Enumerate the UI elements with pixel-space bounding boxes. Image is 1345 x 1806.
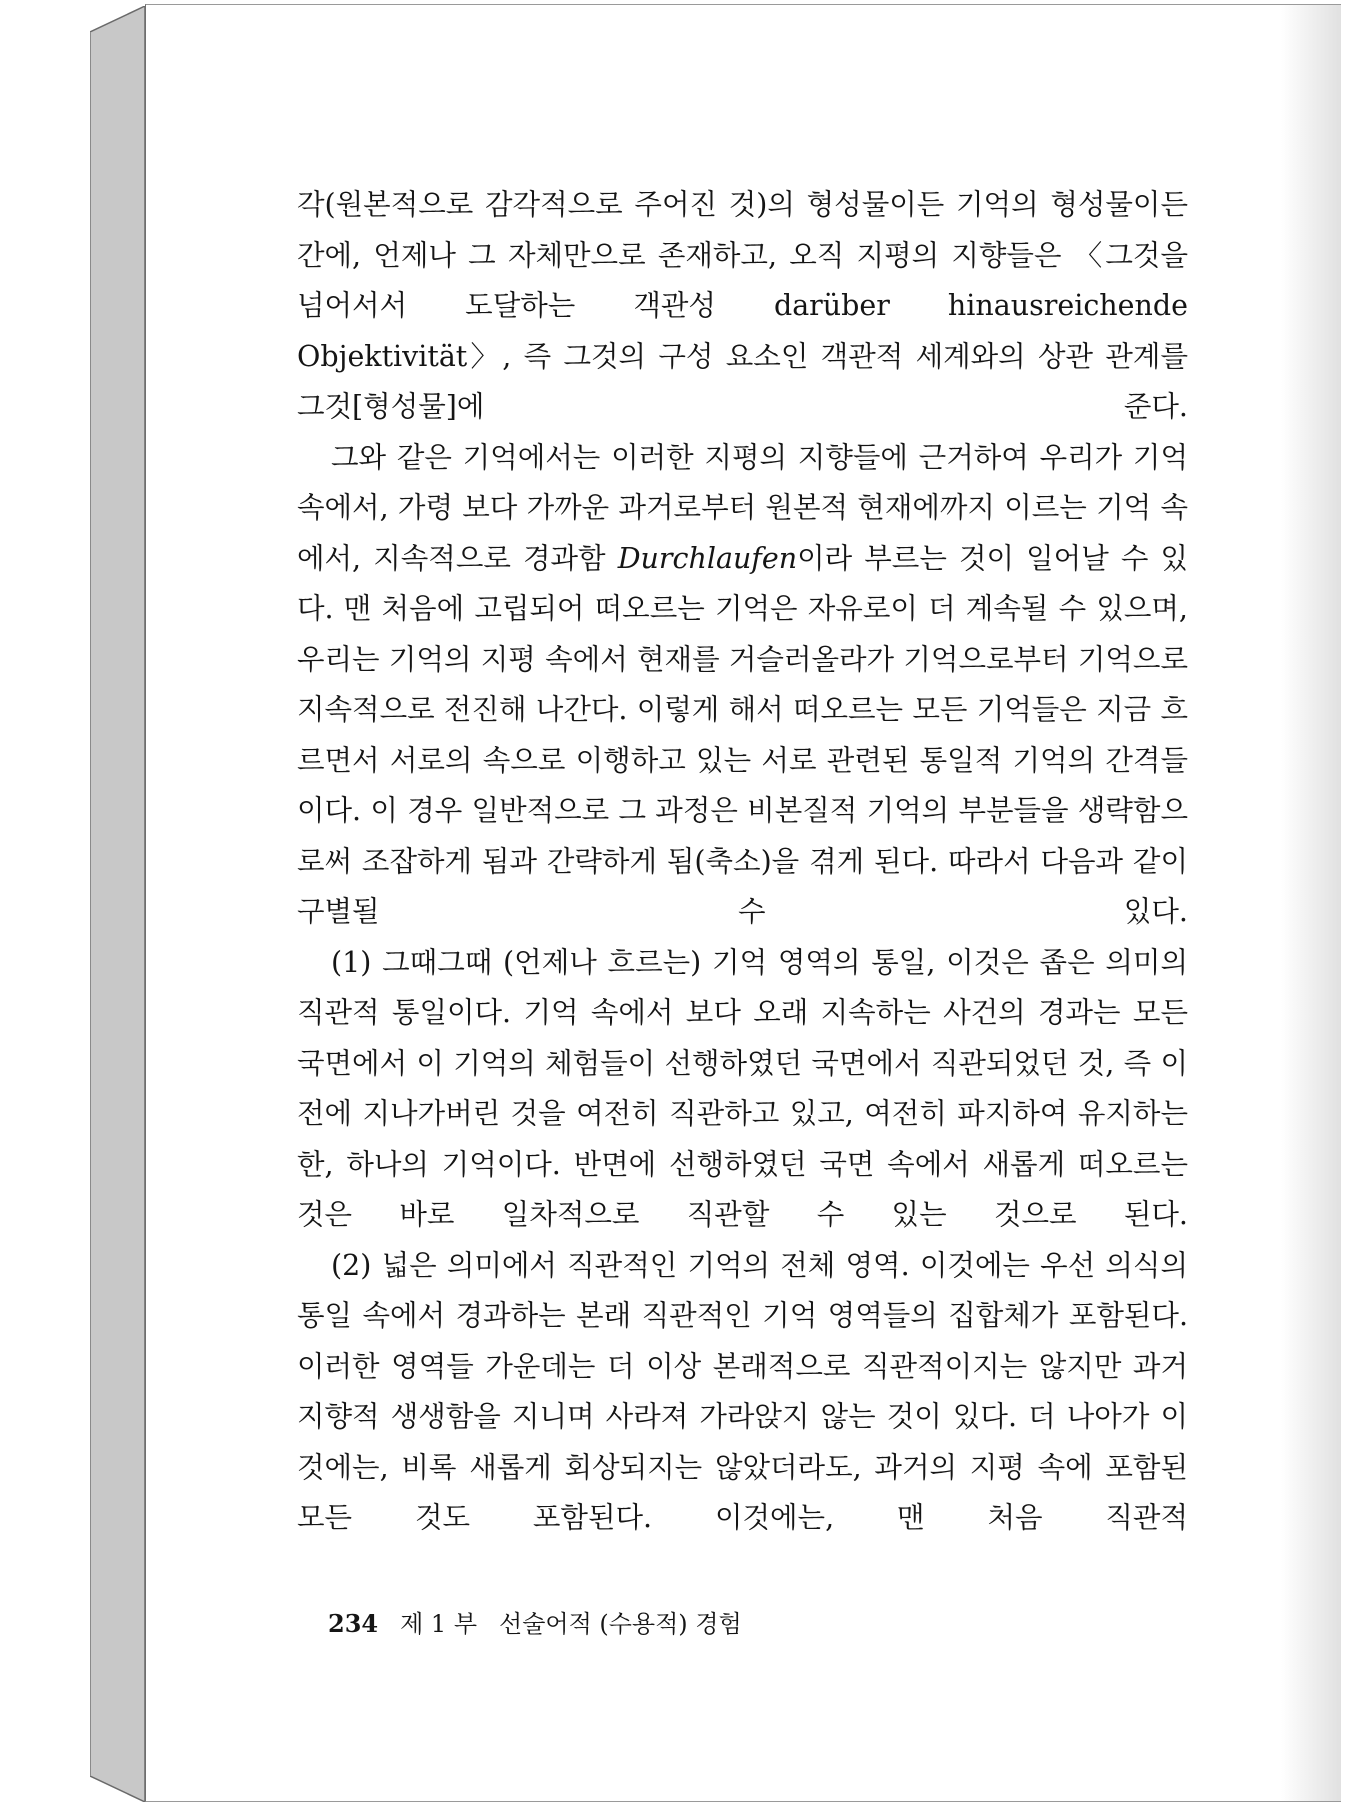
running-head-part: 제 1 부 xyxy=(400,1610,478,1638)
paragraph-2 xyxy=(297,433,1188,938)
page-footer xyxy=(328,1604,742,1639)
paragraph-4 xyxy=(297,1241,1188,1544)
paragraph-3-text: (1) 그때그때 (언제나 흐르는) 기억 영역의 통일, 이것은 좁은 의미의 직관적 통일이다. 기억 속에서 보다 오래 지속하는 사건의 경과는 모든 국면에서 이 기억의 체험들이 선행하였던 국면에서 직관되었던 것, 즉 이전에 지나가버린 것을 여전히 직관하고 있고, 여전히 파지하여 유지하는 한, 하나의 기억이다. 반면에 선행하였던 국면 속에서 새롭게 떠오르는 것은 바로 일차적으로 직관할 수 있는 것으로 된다. xyxy=(297,945,1188,1231)
paragraph-1 xyxy=(297,180,1188,433)
page-number: 234 xyxy=(328,1609,379,1638)
running-head-title: 선술어적 (수용적) 경험 xyxy=(499,1610,742,1638)
book-spine xyxy=(90,6,146,1802)
paragraph-2-text-b: 이라 부르는 것이 일어날 수 있다. 맨 처음에 고립되어 떠오르는 기억은 자유로이 더 계속될 수 있으며, 우리는 기억의 지평 속에서 현재를 거슬러올라가 기억으로부터 기억으로 지속적으로 전진해 나간다. 이렇게 해서 떠오르는 모든 기억들은 지금 흐르면서 서로의 속으로 이행하고 있는 서로 관련된 통일적 기억의 간격들이다. 이 경우 일반적으로 그 과정은 비본질적 기억의 부분들을 생략함으로써 조잡하게 됨과 간략하게 됨(축소)을 겪게 된다. 따라서 다음과 같이 구별될 수 있다. xyxy=(297,541,1188,928)
paragraph-1-text: 각(원본적으로 감각적으로 주어진 것)의 형성물이든 기억의 형성물이든 간에, 언제나 그 자체만으로 존재하고, 오직 지평의 지향들은 〈그것을 넘어서서 도달하는 객관성 darüber hinausreichende Objektivität〉, 즉 그것의 구성 요소인 객관적 세계와의 상관 관계를 그것[형성물]에 준다. xyxy=(297,188,1188,423)
paragraph-2-emphasis: Durchlaufen xyxy=(617,541,798,575)
paragraph-2-text-a: 그와 같은 기억에서는 이러한 지평의 지향들에 근거하여 우리가 기억 속에서, 가령 보다 가까운 과거로부터 원본적 현재에까지 이르는 기억 속에서, 지속적으로 경과함 xyxy=(297,440,1188,575)
page-edge-shadow xyxy=(1281,5,1341,1801)
paragraph-4-text: (2) 넓은 의미에서 직관적인 기억의 전체 영역. 이것에는 우선 의식의 통일 속에서 경과하는 본래 직관적인 기억 영역들의 집합체가 포함된다. 이러한 영역들 가운데는 더 이상 본래적으로 직관적이지는 않지만 과거 지향적 생생함을 지니며 사라져 가라앉지 않는 것이 있다. 더 나아가 이것에는, 비록 새롭게 회상되지는 않았더라도, 과거의 지평 속에 포함된 모든 것도 포함된다. 이것에는, 맨 처음 직관적 xyxy=(297,1248,1188,1534)
paragraph-3 xyxy=(297,938,1188,1241)
body-text xyxy=(297,180,1188,1544)
